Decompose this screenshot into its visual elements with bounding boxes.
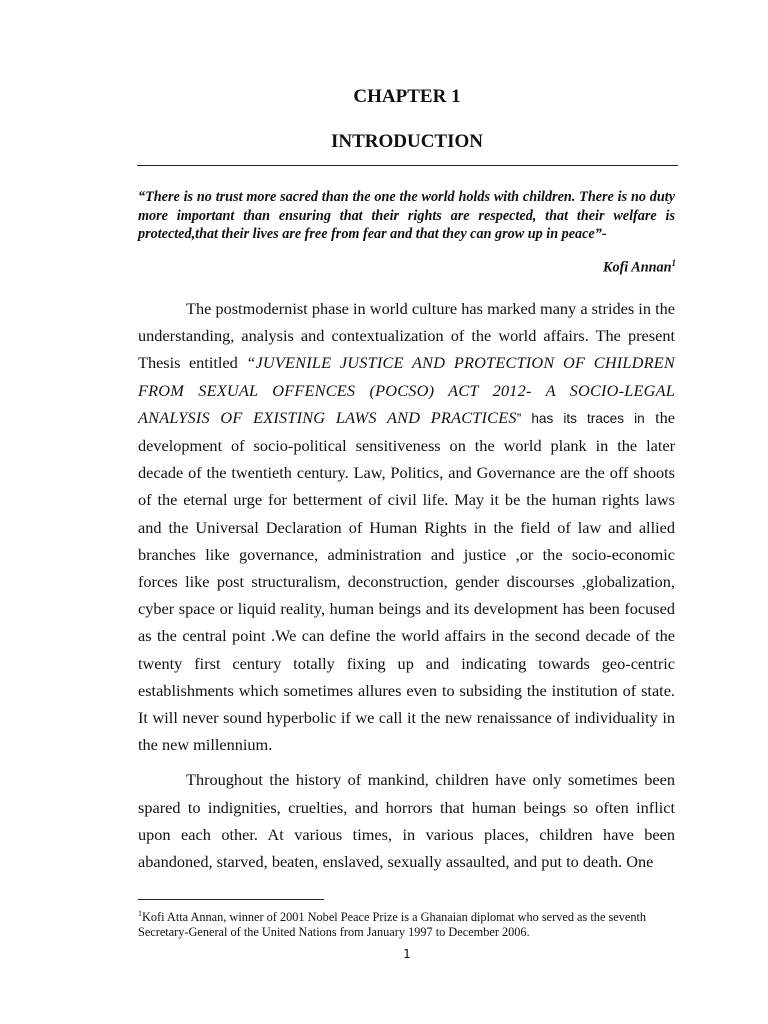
- paragraph-1: [138, 295, 675, 758]
- title-divider: [137, 165, 678, 166]
- epigraph-attribution: [603, 258, 676, 277]
- paragraph-1-rest: the development of socio-political sensitiveness on the world plank in the later decade of the twentieth century. Law, Politics, and Governance are the off shoots of the eternal urge for betterment of civil life. May it be the human rights laws and the Universal Declaration of Human Rights in the field of law and allied branches like governance, administration and justice ,or the socio-economic forces like post structuralism, deconstruction, gender discourses ,globalization, cyber space or liquid reality, human beings and its development has been focused as the central point .We can define the world affairs in the second decade of the twenty first century totally fixing up and indicating towards geo-centric establishments which sometimes allures even to subsiding the institution of state. It will never sound hyperbolic if we call it the new renaissance of individuality in the new millennium.: [138, 407, 675, 755]
- epigraph-author: Kofi Annan: [603, 259, 672, 276]
- footnote-reference: 1: [671, 258, 676, 268]
- footnote-marker: 1: [138, 909, 142, 918]
- footnote-divider: [138, 899, 324, 900]
- chapter-number: CHAPTER 1: [353, 86, 461, 107]
- chapter-title: INTRODUCTION: [330, 131, 484, 152]
- paragraph-1-intro: The postmodernist phase in world culture has marked many a strides in the understanding, analysis and contextualization of the world affairs. The present Thesis entitled: [138, 299, 675, 373]
- thesis-title: “JUVENILE JUSTICE AND PROTECTION OF CHILDREN FROM SEXUAL OFFENCES (POCSO) ACT 2012- A SOCIO-LEGAL ANALYSIS OF EXISTING LAWS AND PRACTICES: [138, 353, 675, 427]
- body-text: [138, 295, 675, 883]
- paragraph-2: Throughout the history of mankind, children have only sometimes been spared to indignities, cruelties, and horrors that human beings so often inflict upon each other. At various times, in various places, children have been abandoned, starved, beaten, enslaved, sexually assaulted, and put to death. One: [138, 770, 675, 872]
- footnote-text: Kofi Atta Annan, winner of 2001 Nobel Peace Prize is a Ghanaian diplomat who served as the seventh Secretary-General of the United Nations from January 1997 to December 2006.: [138, 910, 647, 940]
- paragraph-1-traces: ” has its traces in: [516, 410, 645, 426]
- footnote: [138, 906, 678, 941]
- page-number: 1: [403, 947, 411, 961]
- epigraph-quote: “There is no trust more sacred than the one the world holds with children. There is no duty more important than ensuring that their rights are respected, that their welfare is protected,that their lives are free from fear and that they can grow up in peace”-: [138, 189, 675, 242]
